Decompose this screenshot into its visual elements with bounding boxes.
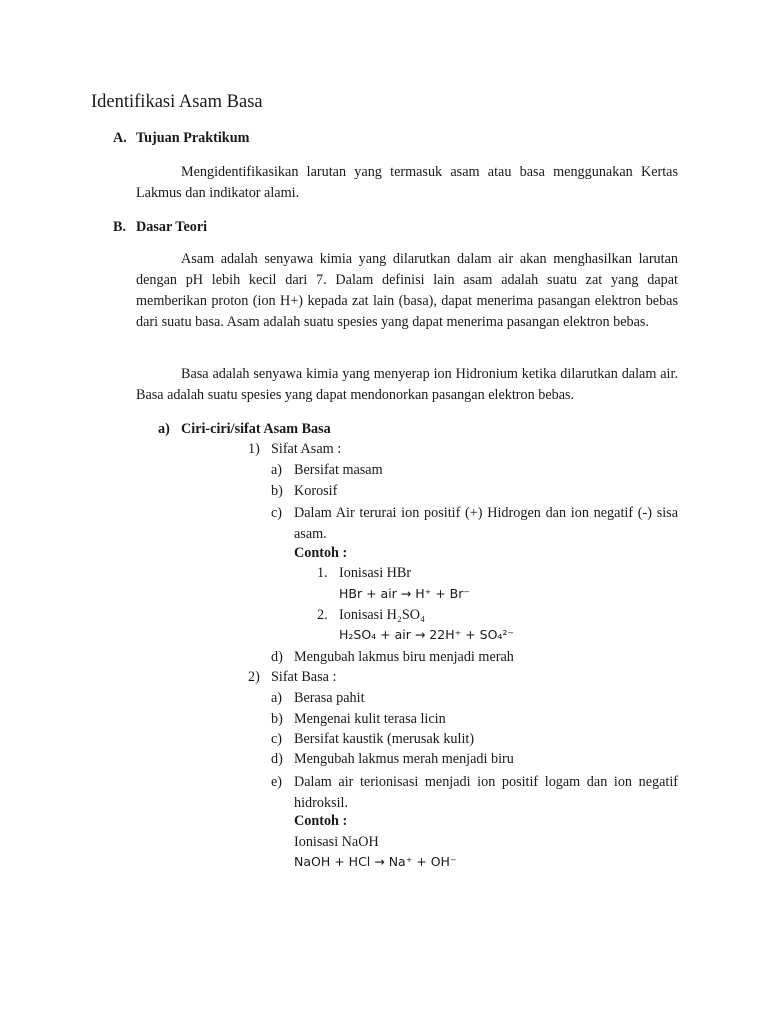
list-item (271, 690, 365, 707)
list-marker: d) (271, 649, 283, 665)
section-a-paragraph: Mengidentifikasikan larutan yang termasuk asam atau basa menggunakan Kertas Lakmus dan indikator alami. (136, 164, 678, 201)
section-b-paragraph-1: Asam adalah senyawa kimia yang dilarutkan dalam air akan menghasilkan larutan dengan pH lebih kecil dari 7. Dalam definisi lain asam adalah suatu zat yang dapat memberikan proton (ion H+) kepada zat lain (basa), dapat menerima pasangan elektron bebas dari suatu basa. Asam adalah suatu spesies yang dapat menerima pasangan elektron bebas. (136, 251, 678, 330)
section-a-title: Tujuan Praktikum (136, 130, 250, 146)
list-text: Bersifat kaustik (merusak kulit) (294, 731, 475, 747)
list-text: Mengubah lakmus merah menjadi biru (294, 751, 514, 767)
page-title: Identifikasi Asam Basa (91, 92, 263, 112)
section-a-heading (113, 130, 249, 147)
list-marker: b) (271, 711, 283, 727)
list-text: Mengenai kulit terasa licin (294, 711, 446, 727)
example-item (317, 565, 411, 582)
list-marker: 2) (248, 669, 260, 685)
section-b-marker: B. (113, 219, 127, 235)
list-item (271, 503, 678, 545)
list-item (271, 649, 514, 666)
sifat-asam-heading (248, 441, 341, 458)
list-marker: c) (271, 731, 283, 747)
list-marker: 2. (317, 607, 328, 623)
example-item (317, 607, 425, 624)
list-text: Mengubah lakmus biru menjadi merah (294, 649, 514, 665)
section-b-heading (113, 219, 207, 236)
list-marker: 1. (317, 565, 328, 581)
list-item (271, 731, 474, 748)
list-marker: b) (271, 483, 283, 499)
equation-h2so4: H₂SO₄ + air → 22H⁺ + SO₄²⁻ (339, 627, 515, 642)
list-marker: a) (271, 690, 283, 706)
subsection-title: Ciri-ciri/sifat Asam Basa (181, 421, 331, 437)
list-item (271, 711, 446, 728)
list-marker: a) (271, 462, 283, 478)
sifat-basa-heading (248, 669, 336, 686)
list-marker: e) (271, 774, 283, 790)
list-item (271, 751, 514, 768)
section-b-paragraph-2: Basa adalah senyawa kimia yang menyerap ion Hidronium ketika dilarutkan dalam air. Basa adalah suatu spesies yang dapat mendonorkan pasangan elektron bebas. (136, 366, 678, 403)
list-text: Dalam Air terurai ion positif (+) Hidrogen dan ion negatif (-) sisa asam. (294, 505, 678, 542)
list-label: Sifat Basa : (271, 669, 337, 685)
section-b-title: Dasar Teori (136, 219, 208, 235)
contoh-label: Contoh : (294, 813, 348, 829)
list-text: Korosif (294, 483, 338, 499)
contoh-label: Contoh : (294, 545, 348, 561)
list-marker: 1) (248, 441, 260, 457)
section-a-marker: A. (113, 130, 127, 146)
subsection-heading (158, 421, 331, 438)
list-marker: c) (271, 505, 283, 521)
equation-hbr: HBr + air → H⁺ + Br⁻ (339, 586, 470, 601)
list-text: Berasa pahit (294, 690, 365, 706)
list-item (271, 462, 383, 479)
list-marker: d) (271, 751, 283, 767)
list-label: Sifat Asam : (271, 441, 342, 457)
subsection-marker: a) (158, 421, 170, 437)
list-item (271, 772, 678, 814)
example-label: Ionisasi NaOH (294, 834, 379, 850)
list-text: Bersifat masam (294, 462, 383, 478)
example-label: Ionisasi H₂SO₄ (339, 607, 425, 623)
list-item (271, 483, 337, 500)
example-label: Ionisasi HBr (339, 565, 412, 581)
equation-naoh: NaOH + HCl → Na⁺ + OH⁻ (294, 854, 457, 869)
list-text: Dalam air terionisasi menjadi ion positif logam dan ion negatif hidroksil. (294, 774, 678, 811)
